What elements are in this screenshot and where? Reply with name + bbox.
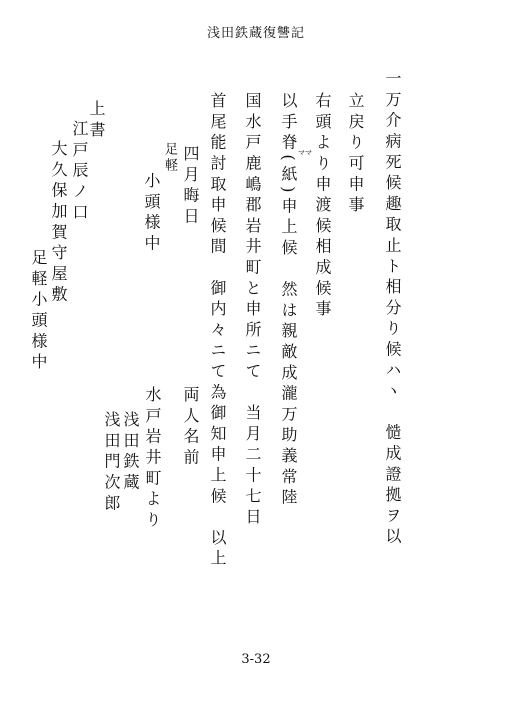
body-column-6: 首尾能討取申候間 御内々ニて為御知申上候 以上 <box>208 92 227 571</box>
superscription-line-3: 足軽小頭様中 <box>29 249 48 374</box>
addressee-1: 小頭様中 <box>142 172 161 256</box>
sender-1-place: 水戸岩井町より <box>143 386 162 532</box>
superscription-label: 上書 <box>87 100 106 142</box>
body-column-5: 国水戸鹿嶋郡岩井町と申所ニて 当月二十七日 <box>243 92 262 529</box>
ruby-mama: ママ <box>298 149 312 157</box>
body-column-2: 立戻り可申事 <box>346 92 365 217</box>
sender-1-name: 浅田鉄蔵 <box>121 411 140 495</box>
sender-2-name: 浅田門次郎 <box>102 411 121 515</box>
superscription-line-1: 江戸辰ノ口 <box>70 120 89 224</box>
addressee-prefix: 足軽 <box>162 142 177 174</box>
body-column-1: 一万介病死候趣取止ト相分り候ハヽ 慥成證拠ヲ以 <box>383 70 402 549</box>
page-title: 浅田鉄蔵復讐記 <box>206 26 305 41</box>
body-column-3: 右頭より申渡候相成候事 <box>313 92 332 321</box>
senders-label: 両人名前 <box>181 386 200 470</box>
page-number: 3-32 <box>241 652 271 667</box>
body-column-4: 以手脊(紙)申上候 然は親敵成瀧万助義常陸 <box>279 92 298 510</box>
date-line: 四月晦日 <box>181 145 200 229</box>
superscription-line-2: 大久保加賀守屋敷 <box>49 140 68 307</box>
